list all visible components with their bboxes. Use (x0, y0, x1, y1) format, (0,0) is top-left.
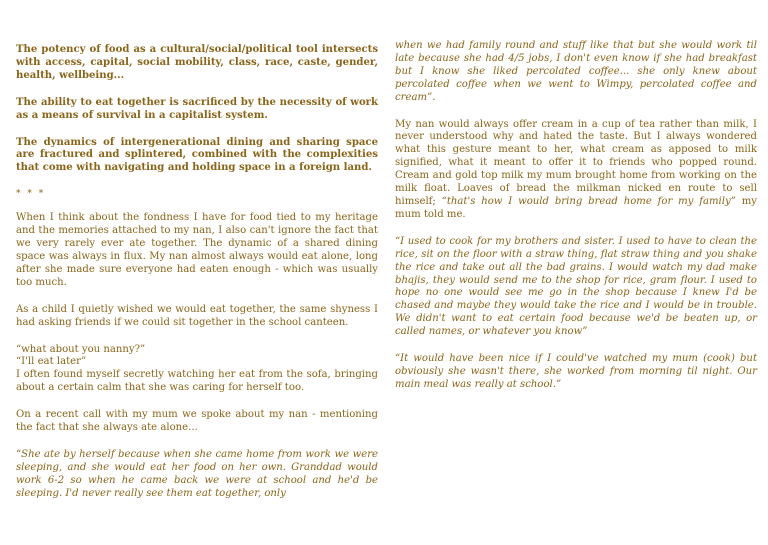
quote-school-meal: “It would have been nice if I could've watched my mum (cook) but obviously she wasn't there, she worked from morning til night. Our main meal was really at school.” (395, 353, 757, 390)
paragraph-cream-end: my mum told me. (395, 195, 757, 220)
paragraph-recent-call: On a recent call with my mum we spoke about my nan - mentioning the fact that she always ate alone... (16, 409, 378, 434)
quote-mum-1-continued: when we had family round and stuff like that but she would work til late because she had 4/5 jobs, I don't even know if she had breakfast but I know she liked percolated coffee... she only knew about percolated coffee when we went to Wimpy, percolated coffee and cream”. (395, 40, 757, 103)
intro-statement-2: The ability to eat together is sacrificed by the necessity of work as a means of survival in a capitalist system. (16, 96, 378, 121)
right-column (395, 40, 757, 406)
dialogue-question: “what about you nanny?” (16, 343, 146, 355)
dialogue-block (16, 344, 378, 396)
paragraph-cream (395, 119, 757, 222)
dialogue-answer: “I'll eat later” (16, 356, 87, 368)
paragraph-childhood-wish: As a child I quietly wished we would eat together, the same shyness I had asking friends if we could sit together in the school canteen. (16, 303, 378, 328)
quote-mum-1: “She ate by herself because when she came home from work we were sleeping, and she would eat her food on her own. Granddad would work 6-2 so when he came back we were at school and he'd be sleeping. I'd never really see them eat together, only (16, 448, 378, 499)
intro-statement-1: The potency of food as a cultural/social/political tool intersects with access, capital, social mobility, class, race, caste, gender, health, wellbeing... (16, 44, 378, 81)
intro-statement-3: The dynamics of intergenerational dining and sharing space are fractured and splintered, combined with the complexities that come with navigating and holding space in a foreign land. (16, 136, 378, 174)
quote-cooking: “I used to cook for my brothers and sister. I used to have to clean the rice, sit on the floor with a straw thing, flat straw thing and you shake the rice and take out all the bad grains. I would watch my dad make bhajis, they would send me to the shop for rice, gram flour. I used to hope no one would see me go in the shop because I knew I'd be chased and maybe they would take the rice and I would be in trouble. We didn't want to eat certain food because we'd be beaten up, or called names, or whatever you know” (395, 235, 757, 338)
paragraph-watching: I often found myself secretly watching her eat from the sofa, bringing about a certain calm that she was caring for herself too. (16, 369, 378, 394)
bread-quote: “that's how I would bring bread home for my family” (441, 195, 736, 207)
section-separator: * * * (16, 189, 46, 200)
paragraph-fondness: When I think about the fondness I have for food tied to my heritage and the memories attached to my nan, I also can't ignore the fact that we very rarely ever ate together. The dynamic of a shared dining space was always in flux. My nan almost always would eat alone, long after she made sure everyone had eaten enough - which was usually too much. (16, 212, 378, 288)
paragraph-cream-text: My nan would always offer cream in a cup of tea rather than milk, I never understood why and hated the taste. But I always wondered what this gesture meant to her, what cream as apposed to milk signified, what it meant to offer it to friends who popped round. Cream and gold top milk my mum brought home from working on the milk float. Loaves of bread the milkman nicked en route to sell himself; (395, 118, 757, 207)
left-column (16, 44, 378, 515)
